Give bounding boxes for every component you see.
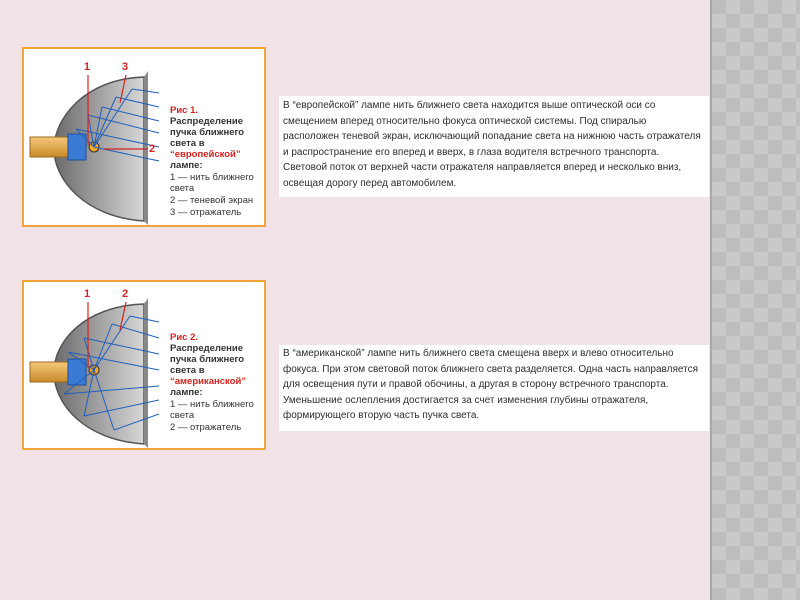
callout-label-1: 1 <box>84 61 91 73</box>
lamp-base <box>30 362 74 382</box>
description-american-lamp: В “американской” лампе нить ближнего света смещена вверх и влево относительно фокуса. При этом световой поток ближнего света разделяется. Одна часть направляется для освещения пути и правой обочины, а другая в сторону встречного транспорта. Уменьшение ослепления достигается за счет изменения глубины отражателя, формирующего вторую часть пучка света. <box>279 345 709 431</box>
legend-item: 2 — отражатель <box>170 422 242 433</box>
decorative-side-panel <box>712 0 800 600</box>
lamp-base <box>30 137 74 157</box>
legend-item: 2 — теневой экран <box>170 195 254 206</box>
callout-label-2: 2 <box>149 143 156 155</box>
caption-tail: лампе: <box>170 160 203 171</box>
caption-head: Распределение пучка ближнего света в <box>170 343 245 376</box>
callout-label-1: 1 <box>84 288 91 300</box>
legend-item: 1 — нить ближнего света <box>170 399 254 421</box>
description-european-lamp: В “европейской” лампе нить ближнего света находится выше оптической оси со смещением вперед относительно фокуса оптической системы. Под спиралью расположен теневой экран, исключающий попадание света на нижнюю часть отражателя и распространение его вперед и вверх, в глаза водителя встречного транспорта. Световой поток от верхней части отражателя направляется вперед и несколько вниз, освещая дорогу перед автомобилем. <box>279 96 709 197</box>
figure-caption <box>170 105 266 218</box>
figure-american-lamp <box>22 280 266 450</box>
figure-european-lamp <box>22 47 266 227</box>
callout-label-2: 2 <box>122 288 129 300</box>
legend-item: 3 — отражатель <box>170 207 242 218</box>
caption-quoted: “европейской” <box>170 149 241 160</box>
caption-tail: лампе: <box>170 387 203 398</box>
figure-caption <box>170 332 266 433</box>
caption-prefix: Рис 1. <box>170 105 199 116</box>
legend-item: 1 — нить ближнего света <box>170 172 254 194</box>
caption-head: Распределение пучка ближнего света в <box>170 116 245 149</box>
callout-label-3: 3 <box>122 61 129 73</box>
caption-quoted: “американской” <box>170 376 247 387</box>
caption-prefix: Рис 2. <box>170 332 199 343</box>
